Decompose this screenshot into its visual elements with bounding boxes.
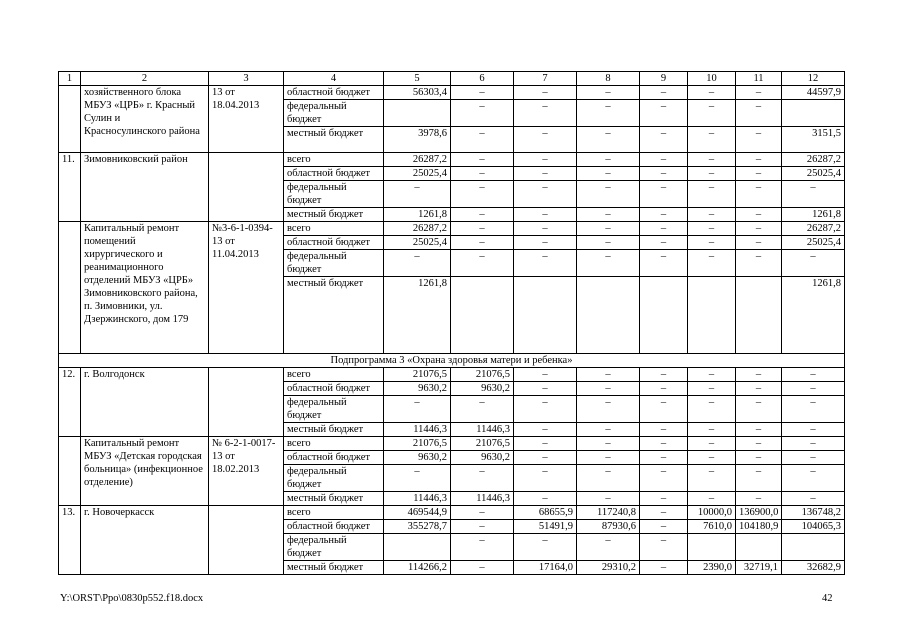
value-cell: –: [688, 382, 736, 396]
value-cell: –: [577, 236, 640, 250]
column-number-cell: 7: [514, 72, 577, 86]
funding-source-cell: местный бюджет: [284, 208, 384, 222]
value-cell: –: [736, 465, 782, 492]
value-cell: 25025,4: [782, 167, 845, 181]
value-cell: –: [514, 153, 577, 167]
funding-source-cell: местный бюджет: [284, 277, 384, 354]
value-cell: –: [688, 153, 736, 167]
value-cell: [688, 277, 736, 354]
column-number-cell: 8: [577, 72, 640, 86]
value-cell: –: [782, 465, 845, 492]
value-cell: [688, 534, 736, 561]
value-cell: 1261,8: [782, 208, 845, 222]
value-cell: –: [736, 396, 782, 423]
row-number-cell: 13.: [59, 506, 81, 575]
document-ref-cell: №3-6-1-0394-13 от 11.04.2013: [209, 222, 284, 354]
value-cell: –: [451, 153, 514, 167]
value-cell: 32719,1: [736, 561, 782, 575]
footer-page-number: 42: [822, 593, 833, 604]
value-cell: –: [688, 86, 736, 100]
value-cell: –: [577, 167, 640, 181]
value-cell: –: [451, 465, 514, 492]
value-cell: –: [514, 492, 577, 506]
value-cell: –: [577, 208, 640, 222]
value-cell: –: [577, 222, 640, 236]
value-cell: –: [688, 250, 736, 277]
table-row: [59, 86, 845, 100]
value-cell: 29310,2: [577, 561, 640, 575]
value-cell: –: [640, 534, 688, 561]
value-cell: –: [640, 167, 688, 181]
budget-table: [58, 71, 845, 575]
value-cell: –: [514, 127, 577, 153]
value-cell: –: [577, 250, 640, 277]
value-cell: 9630,2: [451, 382, 514, 396]
value-cell: 51491,9: [514, 520, 577, 534]
funding-source-cell: всего: [284, 368, 384, 382]
value-cell: –: [577, 437, 640, 451]
value-cell: 21076,5: [384, 368, 451, 382]
value-cell: [736, 534, 782, 561]
value-cell: 25025,4: [384, 167, 451, 181]
value-cell: –: [514, 451, 577, 465]
value-cell: –: [782, 382, 845, 396]
value-cell: –: [782, 437, 845, 451]
value-cell: –: [640, 236, 688, 250]
value-cell: –: [640, 181, 688, 208]
funding-source-cell: областной бюджет: [284, 451, 384, 465]
value-cell: 21076,5: [451, 437, 514, 451]
value-cell: –: [640, 222, 688, 236]
subprogram-row: [59, 354, 845, 368]
value-cell: –: [688, 236, 736, 250]
value-cell: –: [451, 236, 514, 250]
value-cell: –: [736, 153, 782, 167]
value-cell: 21076,5: [384, 437, 451, 451]
value-cell: –: [782, 423, 845, 437]
value-cell: 21076,5: [451, 368, 514, 382]
value-cell: –: [640, 465, 688, 492]
value-cell: –: [640, 437, 688, 451]
value-cell: –: [514, 465, 577, 492]
value-cell: 11446,3: [451, 492, 514, 506]
value-cell: –: [514, 396, 577, 423]
value-cell: –: [782, 451, 845, 465]
value-cell: –: [782, 368, 845, 382]
value-cell: –: [736, 451, 782, 465]
value-cell: 25025,4: [384, 236, 451, 250]
value-cell: –: [451, 86, 514, 100]
value-cell: –: [688, 437, 736, 451]
value-cell: [384, 100, 451, 127]
object-name-cell: г. Волгодонск: [81, 368, 209, 437]
value-cell: –: [688, 465, 736, 492]
value-cell: –: [736, 437, 782, 451]
value-cell: –: [384, 465, 451, 492]
funding-source-cell: всего: [284, 222, 384, 236]
object-name-cell: хозяйственного блока МБУЗ «ЦРБ» г. Красный Сулин и Красносулинского района: [81, 86, 209, 153]
value-cell: –: [640, 382, 688, 396]
column-number-row: [59, 72, 845, 86]
value-cell: –: [514, 167, 577, 181]
funding-source-cell: областной бюджет: [284, 236, 384, 250]
value-cell: –: [577, 181, 640, 208]
table-row: [59, 368, 845, 382]
value-cell: –: [514, 382, 577, 396]
value-cell: –: [736, 100, 782, 127]
value-cell: –: [688, 127, 736, 153]
row-number-cell: 12.: [59, 368, 81, 437]
table-row: [59, 222, 845, 236]
funding-source-cell: местный бюджет: [284, 561, 384, 575]
value-cell: –: [736, 236, 782, 250]
document-ref-cell: [209, 153, 284, 222]
value-cell: 10000,0: [688, 506, 736, 520]
value-cell: –: [451, 100, 514, 127]
value-cell: –: [514, 423, 577, 437]
value-cell: [514, 277, 577, 354]
object-name-cell: г. Новочеркасск: [81, 506, 209, 575]
value-cell: –: [577, 100, 640, 127]
value-cell: –: [782, 492, 845, 506]
value-cell: 25025,4: [782, 236, 845, 250]
value-cell: –: [736, 250, 782, 277]
value-cell: 3978,6: [384, 127, 451, 153]
value-cell: 7610,0: [688, 520, 736, 534]
value-cell: –: [640, 451, 688, 465]
funding-source-cell: местный бюджет: [284, 423, 384, 437]
table-row: [59, 506, 845, 520]
funding-source-cell: федеральный бюджет: [284, 396, 384, 423]
value-cell: –: [640, 520, 688, 534]
value-cell: –: [640, 561, 688, 575]
value-cell: [782, 100, 845, 127]
column-number-cell: 12: [782, 72, 845, 86]
funding-source-cell: областной бюджет: [284, 520, 384, 534]
document-ref-cell: [209, 506, 284, 575]
value-cell: –: [736, 86, 782, 100]
value-cell: –: [514, 222, 577, 236]
value-cell: 104065,3: [782, 520, 845, 534]
value-cell: –: [577, 86, 640, 100]
value-cell: 355278,7: [384, 520, 451, 534]
value-cell: –: [640, 506, 688, 520]
value-cell: 87930,6: [577, 520, 640, 534]
column-number-cell: 10: [688, 72, 736, 86]
value-cell: –: [782, 396, 845, 423]
value-cell: –: [384, 250, 451, 277]
value-cell: 26287,2: [782, 153, 845, 167]
value-cell: –: [640, 86, 688, 100]
value-cell: –: [514, 368, 577, 382]
value-cell: 9630,2: [384, 451, 451, 465]
value-cell: –: [451, 396, 514, 423]
funding-source-cell: всего: [284, 153, 384, 167]
value-cell: –: [640, 250, 688, 277]
value-cell: –: [736, 127, 782, 153]
footer-file-path: Y:\ORST\Ppo\0830p552.f18.docx: [60, 593, 204, 604]
column-number-cell: 6: [451, 72, 514, 86]
document-ref-cell: [209, 368, 284, 437]
value-cell: 26287,2: [782, 222, 845, 236]
funding-source-cell: федеральный бюджет: [284, 534, 384, 561]
column-number-cell: 1: [59, 72, 81, 86]
funding-source-cell: местный бюджет: [284, 127, 384, 153]
value-cell: 17164,0: [514, 561, 577, 575]
funding-source-cell: федеральный бюджет: [284, 250, 384, 277]
value-cell: –: [688, 396, 736, 423]
value-cell: –: [640, 100, 688, 127]
value-cell: –: [577, 492, 640, 506]
value-cell: 469544,9: [384, 506, 451, 520]
value-cell: –: [688, 100, 736, 127]
value-cell: 136748,2: [782, 506, 845, 520]
column-number-cell: 5: [384, 72, 451, 86]
value-cell: [640, 277, 688, 354]
value-cell: –: [577, 396, 640, 423]
value-cell: 104180,9: [736, 520, 782, 534]
value-cell: [384, 534, 451, 561]
value-cell: –: [514, 250, 577, 277]
value-cell: 1261,8: [384, 277, 451, 354]
value-cell: –: [736, 492, 782, 506]
value-cell: –: [736, 167, 782, 181]
subprogram-title: Подпрограмма 3 «Охрана здоровья матери и ребенка»: [59, 354, 845, 368]
value-cell: –: [688, 492, 736, 506]
funding-source-cell: местный бюджет: [284, 492, 384, 506]
value-cell: –: [514, 86, 577, 100]
value-cell: –: [736, 208, 782, 222]
funding-source-cell: областной бюджет: [284, 167, 384, 181]
value-cell: –: [451, 222, 514, 236]
value-cell: –: [514, 534, 577, 561]
value-cell: 1261,8: [384, 208, 451, 222]
row-number-cell: [59, 86, 81, 153]
column-number-cell: 11: [736, 72, 782, 86]
value-cell: 114266,2: [384, 561, 451, 575]
value-cell: –: [688, 423, 736, 437]
value-cell: –: [384, 181, 451, 208]
value-cell: –: [640, 492, 688, 506]
value-cell: –: [688, 167, 736, 181]
value-cell: 26287,2: [384, 153, 451, 167]
value-cell: –: [782, 181, 845, 208]
value-cell: 68655,9: [514, 506, 577, 520]
value-cell: –: [451, 181, 514, 208]
object-name-cell: Зимовниковский район: [81, 153, 209, 222]
value-cell: 11446,3: [451, 423, 514, 437]
value-cell: –: [688, 451, 736, 465]
value-cell: 2390,0: [688, 561, 736, 575]
column-number-cell: 2: [81, 72, 209, 86]
value-cell: –: [514, 236, 577, 250]
value-cell: –: [782, 250, 845, 277]
value-cell: –: [577, 127, 640, 153]
value-cell: 32682,9: [782, 561, 845, 575]
value-cell: –: [514, 181, 577, 208]
value-cell: –: [577, 534, 640, 561]
value-cell: –: [640, 423, 688, 437]
value-cell: –: [451, 506, 514, 520]
value-cell: 117240,8: [577, 506, 640, 520]
value-cell: –: [514, 208, 577, 222]
value-cell: –: [451, 127, 514, 153]
value-cell: –: [640, 153, 688, 167]
value-cell: 9630,2: [451, 451, 514, 465]
value-cell: 9630,2: [384, 382, 451, 396]
column-number-cell: 9: [640, 72, 688, 86]
funding-source-cell: областной бюджет: [284, 86, 384, 100]
value-cell: 11446,3: [384, 423, 451, 437]
value-cell: –: [688, 208, 736, 222]
value-cell: [782, 534, 845, 561]
object-name-cell: Капитальный ремонт помещений хирургического и реанимационного отделений МБУЗ «ЦРБ» Зимовниковского района, п. Зимовники, ул. Дзержинского, дом 179: [81, 222, 209, 354]
value-cell: 136900,0: [736, 506, 782, 520]
object-name-cell: Капитальный ремонт МБУЗ «Детская городская больница» (инфекционное отделение): [81, 437, 209, 506]
table-row: [59, 153, 845, 167]
document-ref-cell: 13 от 18.04.2013: [209, 86, 284, 153]
value-cell: –: [451, 250, 514, 277]
funding-source-cell: федеральный бюджет: [284, 465, 384, 492]
value-cell: 11446,3: [384, 492, 451, 506]
value-cell: –: [736, 181, 782, 208]
value-cell: –: [514, 437, 577, 451]
value-cell: 56303,4: [384, 86, 451, 100]
value-cell: [736, 277, 782, 354]
value-cell: –: [514, 100, 577, 127]
column-number-cell: 4: [284, 72, 384, 86]
column-number-cell: 3: [209, 72, 284, 86]
value-cell: –: [688, 368, 736, 382]
value-cell: –: [640, 127, 688, 153]
value-cell: –: [688, 181, 736, 208]
value-cell: 1261,8: [782, 277, 845, 354]
funding-source-cell: всего: [284, 437, 384, 451]
value-cell: –: [577, 451, 640, 465]
value-cell: –: [688, 222, 736, 236]
value-cell: [451, 277, 514, 354]
funding-source-cell: федеральный бюджет: [284, 181, 384, 208]
table-row: [59, 437, 845, 451]
value-cell: –: [736, 368, 782, 382]
value-cell: –: [640, 208, 688, 222]
funding-source-cell: областной бюджет: [284, 382, 384, 396]
document-ref-cell: № 6-2-1-0017-13 от 18.02.2013: [209, 437, 284, 506]
value-cell: –: [736, 423, 782, 437]
value-cell: –: [451, 520, 514, 534]
funding-source-cell: федеральный бюджет: [284, 100, 384, 127]
value-cell: 3151,5: [782, 127, 845, 153]
value-cell: –: [640, 396, 688, 423]
value-cell: –: [640, 368, 688, 382]
value-cell: –: [577, 382, 640, 396]
value-cell: –: [577, 423, 640, 437]
funding-source-cell: всего: [284, 506, 384, 520]
value-cell: [577, 277, 640, 354]
value-cell: –: [451, 167, 514, 181]
value-cell: –: [736, 222, 782, 236]
value-cell: –: [577, 368, 640, 382]
row-number-cell: [59, 437, 81, 506]
value-cell: –: [451, 561, 514, 575]
value-cell: –: [451, 534, 514, 561]
value-cell: –: [577, 465, 640, 492]
row-number-cell: 11.: [59, 153, 81, 222]
value-cell: –: [384, 396, 451, 423]
value-cell: –: [577, 153, 640, 167]
value-cell: –: [451, 208, 514, 222]
value-cell: –: [736, 382, 782, 396]
row-number-cell: [59, 222, 81, 354]
value-cell: 44597,9: [782, 86, 845, 100]
value-cell: 26287,2: [384, 222, 451, 236]
